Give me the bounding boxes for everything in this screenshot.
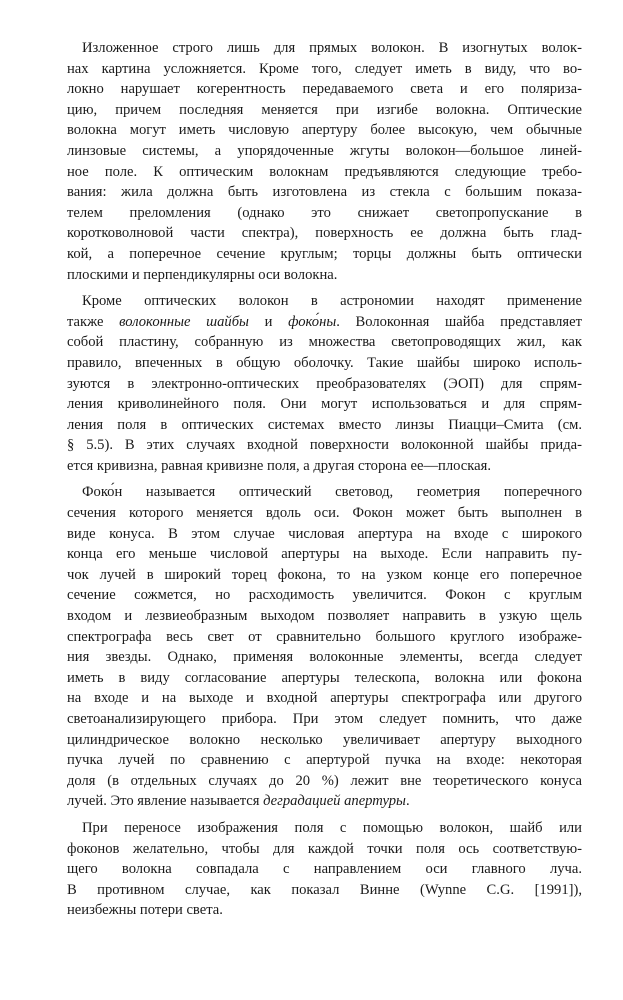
text-line: вания: жила должна быть изготовлена из стекла с большим показа- [67, 184, 582, 201]
page-text [67, 38, 582, 921]
text-line: на входе и на выходе и входной апертуры спектрографа или другого [67, 690, 582, 707]
text-line: телем преломления (однако это снижает светопропускание в [67, 204, 582, 221]
paragraph-4 [67, 818, 582, 921]
text-line: нах картина усложняется. Кроме того, следует иметь в виду, что во- [67, 60, 582, 77]
text-fragment: . Волоконная шайба представляет [336, 313, 582, 330]
text-line: щего волокна совпадала с направлением оси главного луча. [67, 861, 582, 878]
text-line: фоконов желательно, чтобы для каждой точки поля ось соответствую- [67, 840, 582, 857]
text-line: ется кривизна, равная кривизне поля, а другая сторона ее—плоская. [67, 457, 491, 474]
text-line: ления поля в оптических системах вместо линзы Пиацци–Смита (см. [67, 416, 582, 433]
text-line: коротковолновой части спектра), поверхность ее должна быть глад- [67, 225, 582, 242]
text-line: собой пластину, собранную из множества светопроводящих жил, как [67, 334, 582, 351]
text-line: Изложенное строго лишь для прямых волокон. В изогнутых волок- [82, 40, 582, 56]
text-line: зуются в электронно-оптических преобразователях (ЭОП) для спрям- [67, 375, 582, 392]
text-line: светоанализирующего прибора. При этом следует помнить, что даже [67, 711, 582, 727]
text-line: волокна могут иметь числовую апертуру более высокую, чем обычные [67, 122, 582, 139]
text-line: неизбежны потери света. [67, 902, 223, 919]
text-line: иметь в виду согласование апертуры телескопа, волокна или фокона [67, 669, 582, 686]
text-fragment: лучей. Это явление называется [67, 793, 264, 810]
text-line: спектрографа весь свет от сравнительно большого круглого изображе- [67, 628, 582, 645]
term-aperture-degradation: деградацией апертуры [263, 793, 406, 810]
text-fragment: . [405, 793, 410, 810]
text-line: цию, причем последняя меняется при изгибе волокна. Оптические [67, 101, 582, 118]
text-fragment: также [67, 313, 120, 330]
text-line: Фоко́н называется оптический световод, геометрия поперечного [82, 484, 582, 501]
text-line-with-term [67, 791, 582, 812]
text-fragment: и [248, 313, 289, 330]
text-line: ное поле. К оптическим волокнам предъявляются следующие требо- [67, 163, 582, 180]
text-line: Кроме оптических волокон в астрономии находят применение [82, 293, 582, 310]
text-line: правило, впеченных в общую оболочку. Такие шайбы широко исполь- [67, 354, 582, 371]
text-line: сечение сожмется, но расходимость увеличится. Фокон с круглым [67, 587, 582, 604]
paragraph-1 [67, 38, 582, 285]
text-line: При переносе изображения поля с помощью волокон, шайб или [82, 819, 582, 836]
text-line: цилиндрическое волокно несколько увеличивает апертуру выходного [67, 731, 582, 748]
text-line: плоскими и перпендикулярны оси волокна. [67, 266, 338, 283]
text-line: ния звезды. Однако, применяя волоконные элементы, всегда следует [67, 649, 582, 666]
paragraph-2 [67, 291, 582, 476]
paragraph-3 [67, 482, 582, 812]
term-focons: фоко́ны [288, 313, 337, 330]
text-line: В противном случае, как показал Винне (Wynne C.G. [1991]), [67, 881, 582, 898]
text-line: входом и лезвиеобразным выходом позволяет направить в узкую щель [67, 608, 582, 625]
text-line: чок лучей в широкий торец фокона, то на узком конце его поперечное [67, 566, 582, 583]
text-line-with-terms [67, 312, 582, 333]
text-line: линзовые системы, а упорядоченные жгуты волокон—большое линей- [67, 142, 582, 159]
text-line: доля (в отдельных случаях до 20 %) лежит вне теоретического конуса [67, 772, 582, 789]
text-line: кой, а поперечное сечение круглым; торцы должны быть оптически [67, 245, 582, 262]
text-line: пучка лучей по сравнению с апертурой пучка на входе: некоторая [67, 752, 582, 769]
text-line: сечения которого меняется вдоль оси. Фокон может быть выполнен в [67, 505, 582, 522]
text-line: виде конуса. В этом случае числовая апертура на входе с широкого [67, 525, 582, 542]
term-fiber-plates: волоконные шайбы [119, 313, 249, 330]
text-line: локно нарушает когерентность передаваемого света и его поляриза- [67, 81, 582, 98]
text-line: ления криволинейного поля. Они могут использоваться и для спрям- [67, 396, 582, 413]
text-line: § 5.5). В этих случаях входной поверхности волоконной шайбы прида- [67, 437, 582, 454]
text-line: конца его меньше числовой апертуры на выходе. Если направить пу- [67, 546, 582, 563]
